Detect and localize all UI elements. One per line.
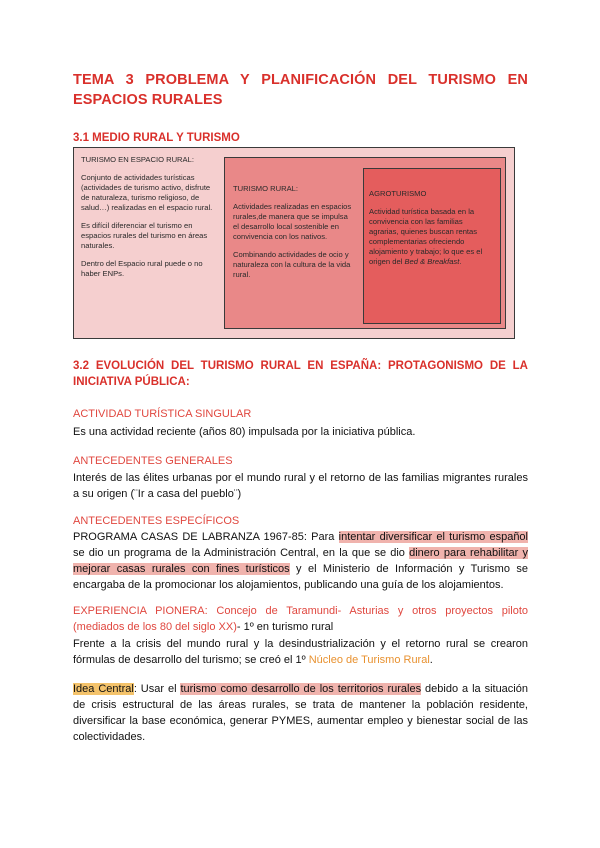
section-heading-3-1: 3.1 MEDIO RURAL Y TURISMO: [73, 132, 240, 144]
outer-box-paragraph: Dentro del Espacio rural puede o no haber ENPs.: [81, 259, 203, 278]
inner-box-heading: AGROTURISMO: [369, 189, 427, 198]
middle-box-paragraph: Combinando actividades de ocio y naturaleza con la cultura de la vida rural.: [233, 250, 351, 279]
text-experiencia-pionera: [73, 636, 528, 668]
outer-box-paragraph: Es difícil diferenciar el turismo en espacios rurales del turismo en áreas naturales.: [81, 221, 208, 250]
idea-text-part: : Usar el: [133, 683, 181, 695]
inner-box-paragraph-end: .: [459, 257, 462, 266]
nested-concepts-diagram: [73, 147, 515, 339]
outer-box-paragraph: Conjunto de actividades turísticas (actividades de turismo activo, disfrute de naturaleza, turismo religioso, de salud…) realizadas en el espacio rural.: [81, 173, 213, 212]
pionera-text-part: Frente a la crisis del mundo rural y la desindustrialización y el retorno rural se crearon fórmulas de desarrollo del turismo; se creó el 1º: [73, 638, 528, 666]
outer-box-heading: TURISMO EN ESPACIO RURAL:: [81, 155, 194, 164]
especificos-text-part: se dio un programa de la Administración Central, en la que se dio: [73, 547, 410, 559]
label-antecedentes-especificos: ANTECEDENTES ESPECÍFICOS: [73, 515, 240, 527]
idea-text-part: debido a la situación de crisis estructural de las áreas rurales, se trata de mantener la población residente, diversificar la base económica, generar PYMES, aumentar empleo y bienestar social de las colectividades.: [73, 683, 528, 743]
pionera-label-tail: - 1º en turismo rural: [236, 621, 334, 633]
text-antecedentes-generales: Interés de las élites urbanas por el mundo rural y el retorno de las familias migrantes rurales a su origen (¨Ir a casa del pueblo¨): [73, 472, 528, 500]
document-title: TEMA 3 PROBLEMA Y PLANIFICACIÓN DEL TURISMO EN ESPACIOS RURALES: [73, 72, 528, 108]
middle-box-heading: TURISMO RURAL:: [233, 184, 298, 193]
especificos-text-part: PROGRAMA CASAS DE LABRANZA 1967-85: Para: [73, 531, 339, 543]
idea-central-tag: Idea Central: [73, 683, 134, 695]
outer-box-text: [81, 155, 213, 287]
middle-box-paragraph: Actividades realizadas en espacios rurales,de manera que se impulsa el desarrollo local sostenible en convivencia con los nativos.: [233, 202, 352, 241]
pionera-text-part: .: [429, 654, 433, 666]
middle-box-text: [233, 184, 353, 288]
inner-box-paragraph-main: Actividad turística basada en la convivencia con las familias agrarias, quienes buscan rentas complementarias ofreciendo alojamiento y trabajo; lo que es el origen del: [369, 207, 483, 266]
nucleo-turismo-rural-term: Núcleo de Turismo Rural: [308, 654, 430, 666]
especificos-text-part: y el Ministerio de Información y Turismo se encargaba de la promocionar los alojamientos, publicando una guía de los alojamientos.: [73, 563, 528, 591]
inner-box-paragraph: [369, 207, 493, 267]
section-heading-3-2: 3.2 EVOLUCIÓN DEL TURISMO RURAL EN ESPAÑA: PROTAGONISMO DE LA INICIATIVA PÚBLICA:: [73, 360, 528, 388]
inner-box-text: [369, 189, 493, 275]
bed-and-breakfast-term: Bed & Breakfast: [404, 257, 460, 266]
text-experiencia-pionera-label: [73, 603, 528, 635]
highlight-diversificar: intentar diversificar el turismo español: [338, 531, 528, 543]
highlight-rehabilitar-casas: dinero para rehabilitar y mejorar casas rurales con fines turísticos: [73, 547, 528, 575]
label-actividad-turistica-singular: ACTIVIDAD TURÍSTICA SINGULAR: [73, 408, 252, 420]
label-experiencia-pionera: EXPERIENCIA PIONERA: Concejo de Taramundi- Asturias y otros proyectos piloto (mediados de los 80 del siglo XX): [73, 605, 528, 633]
highlight-turismo-desarrollo: turismo como desarrollo de los territorios rurales: [180, 683, 422, 695]
label-antecedentes-generales: ANTECEDENTES GENERALES: [73, 455, 233, 467]
text-idea-central: [73, 681, 528, 745]
text-actividad-turistica-singular: Es una actividad reciente (años 80) impulsada por la iniciativa pública.: [73, 426, 416, 438]
text-antecedentes-especificos: [73, 529, 528, 593]
